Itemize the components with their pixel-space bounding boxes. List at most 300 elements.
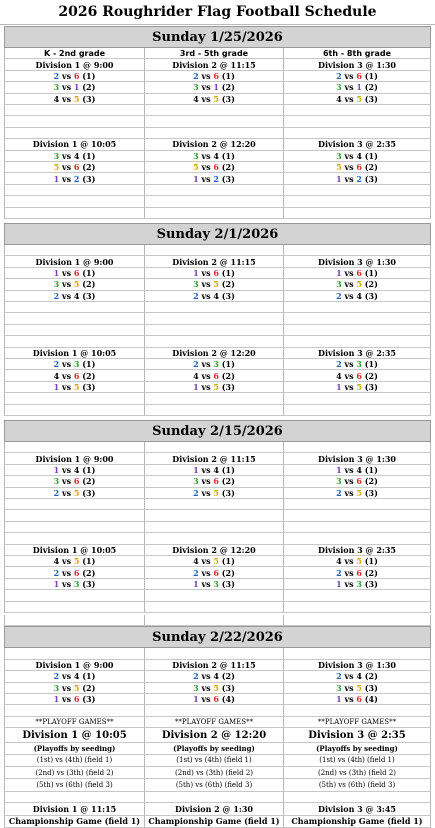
game-row [4, 556, 431, 567]
field-number: (1) [82, 359, 96, 370]
game-cell [145, 82, 284, 92]
game-cell [5, 279, 145, 289]
vs-label: vs [198, 381, 214, 392]
game-cell [5, 671, 145, 681]
field-number: (2) [221, 162, 235, 173]
division-time: Division 1 @ 9:00 [5, 453, 145, 463]
vs-label: vs [198, 267, 214, 278]
blank-cell [5, 128, 145, 138]
vs-label: vs [198, 578, 214, 589]
playoff-seeding: (Playoffs by seeding) [5, 743, 145, 753]
team-a: 3 [53, 279, 60, 290]
blank-cell [145, 615, 284, 625]
team-b: 6 [73, 694, 80, 705]
blank-row [4, 499, 431, 510]
blank-row [4, 336, 431, 347]
blank-cell [5, 405, 145, 415]
blank-cell [5, 499, 145, 509]
game-cell [284, 382, 430, 392]
field-number: (3) [221, 487, 235, 498]
vs-label: vs [59, 267, 74, 278]
team-a: 2 [193, 290, 199, 301]
game-row [4, 82, 431, 93]
blank-row [4, 185, 431, 196]
team-a: 1 [193, 694, 199, 705]
team-b: 3 [73, 578, 80, 589]
blank-cell [284, 533, 430, 543]
division-row [4, 348, 431, 359]
matchup-row [4, 767, 431, 779]
team-b: 4 [73, 671, 80, 682]
field-number: (2) [82, 567, 96, 578]
playoff-time: Division 2 @ 12:20 [145, 728, 284, 742]
field-number: (3) [82, 93, 96, 104]
team-a: 4 [193, 93, 199, 104]
team-a: 2 [336, 487, 342, 498]
field-number: (3) [364, 487, 378, 498]
division-time: Division 3 @ 1:30 [318, 256, 396, 267]
vs-label: vs [341, 70, 357, 81]
team-a: 2 [193, 359, 199, 370]
team-a: 4 [336, 370, 342, 381]
vs-label: vs [341, 150, 357, 161]
blank-cell [284, 522, 430, 532]
game-cell [145, 579, 284, 589]
team-a: 3 [336, 682, 342, 693]
playoff-matchup: (5th) vs (6th) (field 3) [145, 779, 284, 790]
game-row [4, 94, 431, 105]
team-b: 6 [73, 567, 80, 578]
team-b: 5 [73, 93, 80, 104]
game-cell [5, 173, 145, 183]
blank-cell [284, 705, 430, 715]
vs-label: vs [198, 162, 214, 173]
vs-label: vs [341, 93, 357, 104]
field-number: (2) [364, 370, 378, 381]
field-number: (3) [221, 578, 235, 589]
field-number: (1) [82, 556, 96, 567]
team-b: 3 [356, 359, 362, 370]
blank-cell [5, 590, 145, 600]
team-b: 5 [356, 682, 362, 693]
team-b: 6 [213, 162, 219, 173]
vs-label: vs [341, 556, 357, 567]
team-b: 6 [356, 567, 362, 578]
game-cell [145, 279, 284, 289]
vs-label: vs [198, 464, 214, 475]
division-time: Division 1 @ 10:05 [5, 139, 145, 149]
game-cell [145, 71, 284, 81]
team-b: 3 [73, 359, 80, 370]
team-a: 1 [53, 381, 60, 392]
vs-label: vs [198, 93, 214, 104]
game-cell [284, 151, 430, 161]
playoff-matchup: (5th) vs (6th) (field 3) [318, 781, 396, 790]
blank-cell [284, 510, 430, 520]
week-date-header: Sunday 2/22/2026 [4, 626, 431, 648]
game-cell [284, 279, 430, 289]
division-row [4, 545, 431, 556]
blank-cell [5, 325, 145, 335]
team-b: 4 [73, 464, 80, 475]
blank-cell [145, 705, 284, 715]
vs-label: vs [59, 82, 74, 93]
vs-label: vs [341, 578, 357, 589]
game-cell [284, 359, 430, 369]
playoff-time-row [4, 728, 431, 743]
team-a: 2 [53, 70, 60, 81]
blank-cell [145, 648, 284, 658]
blank-cell [284, 393, 430, 403]
vs-label: vs [59, 173, 74, 184]
blank-row [4, 208, 431, 219]
blank-cell [284, 185, 430, 195]
field-number: (1) [82, 671, 96, 682]
team-a: 2 [53, 359, 60, 370]
blank-cell [284, 405, 430, 415]
blank-cell [284, 442, 430, 452]
blank-cell [284, 648, 430, 658]
game-cell [145, 556, 284, 566]
team-b: 5 [356, 381, 362, 392]
game-cell [284, 71, 430, 81]
blank-row [4, 615, 431, 626]
vs-label: vs [198, 567, 214, 578]
game-cell [5, 359, 145, 369]
blank-row [4, 442, 431, 453]
vs-label: vs [59, 359, 74, 370]
playoff-matchup: (2nd) vs (3th) (field 2) [317, 768, 397, 777]
division-time: Division 3 @ 1:30 [318, 59, 396, 70]
blank-row [4, 128, 431, 139]
vs-label: vs [59, 694, 74, 705]
field-number: (3) [221, 381, 235, 392]
champ-time-row [4, 803, 431, 815]
week-date-header: Sunday 2/1/2026 [4, 223, 431, 245]
playoff-seeding: (Playoffs by seeding) [145, 743, 284, 753]
field-number: (1) [82, 70, 96, 81]
division-row [4, 139, 431, 150]
field-number: (2) [82, 370, 96, 381]
blank-cell [5, 393, 145, 403]
matchup-row [4, 755, 431, 767]
vs-label: vs [59, 150, 74, 161]
blank-row [4, 590, 431, 601]
game-cell [145, 94, 284, 104]
field-number: (3) [82, 173, 96, 184]
team-b: 4 [73, 290, 80, 301]
vs-label: vs [341, 567, 357, 578]
team-a: 3 [336, 279, 342, 290]
field-number: (1) [221, 464, 235, 475]
game-row [4, 488, 431, 499]
field-number: (1) [364, 70, 378, 81]
team-b: 5 [213, 487, 219, 498]
game-row [4, 279, 431, 290]
field-number: (1) [364, 150, 378, 161]
vs-label: vs [59, 476, 74, 487]
team-a: 2 [193, 567, 199, 578]
vs-label: vs [341, 173, 357, 184]
team-b: 4 [73, 150, 80, 161]
team-b: 1 [356, 82, 362, 93]
game-cell [284, 683, 430, 693]
game-cell [145, 465, 284, 475]
blank-row [4, 510, 431, 521]
game-cell [284, 567, 430, 577]
blank-cell [145, 336, 284, 346]
division-row [4, 59, 431, 70]
blank-cell [5, 105, 145, 115]
game-cell [284, 82, 430, 92]
game-cell [284, 556, 430, 566]
championship-time: Division 2 @ 1:30 [145, 803, 284, 814]
team-a: 3 [193, 279, 199, 290]
game-cell [284, 488, 430, 498]
blank-cell [145, 196, 284, 206]
vs-label: vs [341, 682, 357, 693]
team-a: 3 [193, 476, 199, 487]
field-number: (1) [82, 150, 96, 161]
team-a: 2 [53, 671, 60, 682]
division-time: Division 2 @ 12:20 [145, 348, 284, 358]
field-number: (2) [221, 279, 235, 290]
game-cell [5, 71, 145, 81]
team-a: 1 [336, 173, 342, 184]
team-b: 5 [356, 556, 362, 567]
team-a: 2 [193, 487, 199, 498]
vs-label: vs [198, 290, 214, 301]
team-a: 1 [193, 464, 199, 475]
vs-label: vs [198, 359, 214, 370]
division-time: Division 1 @ 9:00 [5, 256, 145, 266]
field-number: (1) [364, 464, 378, 475]
team-a: 1 [193, 381, 199, 392]
vs-label: vs [341, 290, 357, 301]
team-b: 1 [73, 82, 80, 93]
team-b: 4 [213, 671, 219, 682]
team-a: 3 [53, 682, 60, 693]
field-number: (2) [364, 671, 378, 682]
team-a: 1 [193, 267, 199, 278]
field-number: (1) [221, 70, 235, 81]
championship-time: Division 1 @ 11:15 [5, 803, 145, 814]
grade-header-row [4, 48, 431, 59]
field-number: (3) [221, 93, 235, 104]
vs-label: vs [59, 556, 74, 567]
game-cell [5, 162, 145, 172]
blank-cell [5, 185, 145, 195]
blank-cell [5, 313, 145, 323]
vs-label: vs [341, 487, 357, 498]
team-b: 4 [213, 150, 219, 161]
team-a: 3 [193, 682, 199, 693]
playoff-matchup: (2nd) vs (3th) (field 2) [5, 767, 145, 778]
blank-cell [145, 393, 284, 403]
game-cell [5, 476, 145, 486]
team-b: 6 [356, 694, 362, 705]
playoff-matchup: (1st) vs (4th) (field 1) [145, 755, 284, 766]
team-b: 5 [356, 487, 362, 498]
field-number: (2) [364, 567, 378, 578]
vs-label: vs [341, 464, 357, 475]
game-cell [5, 268, 145, 278]
game-row [4, 476, 431, 487]
blank-cell [284, 105, 430, 115]
vs-label: vs [341, 476, 357, 487]
field-number: (1) [82, 464, 96, 475]
blank-cell [284, 302, 430, 312]
team-a: 3 [53, 82, 60, 93]
blank-cell [145, 325, 284, 335]
division-time: Division 3 @ 2:35 [318, 347, 396, 358]
playoff-label-row [4, 717, 431, 728]
blank-cell [5, 302, 145, 312]
playoff-time: Division 3 @ 2:35 [308, 729, 406, 741]
blank-row [4, 405, 431, 416]
game-cell [5, 291, 145, 301]
vs-label: vs [341, 370, 357, 381]
vs-label: vs [59, 70, 74, 81]
field-number: (2) [364, 279, 378, 290]
game-cell [145, 162, 284, 172]
team-b: 6 [73, 70, 80, 81]
vs-label: vs [198, 82, 214, 93]
division-time: Division 3 @ 1:30 [318, 453, 396, 464]
field-number: (2) [82, 682, 96, 693]
team-a: 1 [336, 464, 342, 475]
team-a: 4 [193, 556, 199, 567]
field-number: (3) [364, 381, 378, 392]
game-row [4, 671, 431, 682]
team-a: 2 [336, 359, 342, 370]
game-cell [145, 683, 284, 693]
blank-cell [145, 499, 284, 509]
blank-cell [5, 245, 145, 255]
game-cell [145, 671, 284, 681]
team-b: 5 [73, 556, 80, 567]
team-a: 2 [336, 671, 342, 682]
playoff-label: **PLAYOFF GAMES** [145, 717, 284, 727]
playoff-matchup: (1st) vs (4th) (field 1) [319, 756, 395, 765]
blank-cell [284, 792, 430, 802]
blank-row [4, 533, 431, 544]
game-row [4, 694, 431, 705]
blank-row [4, 393, 431, 404]
vs-label: vs [59, 162, 74, 173]
team-b: 5 [356, 279, 362, 290]
team-a: 3 [336, 82, 342, 93]
team-b: 5 [213, 279, 219, 290]
team-b: 2 [73, 173, 80, 184]
vs-label: vs [59, 567, 74, 578]
game-row [4, 579, 431, 590]
game-cell [145, 567, 284, 577]
field-number: (3) [221, 682, 235, 693]
field-number: (1) [364, 267, 378, 278]
blank-cell [5, 510, 145, 520]
game-cell [145, 488, 284, 498]
championship-label: Championship Game (field 1) [291, 816, 423, 827]
field-number: (1) [82, 267, 96, 278]
vs-label: vs [198, 279, 214, 290]
game-cell [284, 291, 430, 301]
team-b: 6 [356, 162, 362, 173]
field-number: (2) [364, 82, 378, 93]
team-b: 5 [73, 381, 80, 392]
game-cell [284, 671, 430, 681]
team-a: 4 [336, 556, 342, 567]
division-row [4, 256, 431, 267]
game-row [4, 71, 431, 82]
game-cell [145, 476, 284, 486]
blank-cell [145, 208, 284, 218]
team-a: 5 [193, 162, 199, 173]
team-a: 1 [336, 267, 342, 278]
team-a: 2 [53, 290, 60, 301]
playoff-label: **PLAYOFF GAMES** [317, 717, 397, 726]
blank-cell [5, 442, 145, 452]
game-row [4, 382, 431, 393]
game-cell [145, 291, 284, 301]
team-a: 3 [53, 476, 60, 487]
division-time: Division 2 @ 11:15 [145, 453, 284, 463]
sheet-title: 2026 Roughrider Flag Football Schedule [0, 0, 435, 25]
team-a: 3 [193, 82, 199, 93]
team-b: 5 [73, 682, 80, 693]
vs-label: vs [341, 359, 357, 370]
team-b: 6 [356, 370, 362, 381]
team-b: 6 [213, 694, 219, 705]
blank-cell [145, 245, 284, 255]
blank-cell [5, 336, 145, 346]
team-a: 4 [193, 370, 199, 381]
blank-cell [5, 648, 145, 658]
team-b: 2 [356, 173, 362, 184]
blank-row [4, 648, 431, 659]
division-time: Division 1 @ 10:05 [5, 348, 145, 358]
team-b: 4 [356, 464, 362, 475]
blank-cell [5, 208, 145, 218]
playoff-matchup: (2nd) vs (3th) (field 2) [145, 767, 284, 778]
team-a: 1 [193, 578, 199, 589]
team-a: 2 [336, 70, 342, 81]
game-cell [145, 382, 284, 392]
field-number: (1) [364, 359, 378, 370]
field-number: (2) [82, 476, 96, 487]
team-a: 1 [336, 578, 342, 589]
team-a: 1 [336, 694, 342, 705]
blank-cell [145, 792, 284, 802]
game-cell [5, 82, 145, 92]
vs-label: vs [198, 682, 214, 693]
field-number: (2) [82, 279, 96, 290]
game-cell [284, 476, 430, 486]
team-b: 6 [213, 476, 219, 487]
blank-cell [284, 615, 430, 625]
team-a: 2 [53, 487, 60, 498]
championship-label: Championship Game (field 1) [5, 816, 145, 827]
game-cell [5, 579, 145, 589]
blank-row [4, 602, 431, 613]
week-date-header: Sunday 2/15/2026 [4, 420, 431, 442]
team-a: 2 [193, 70, 199, 81]
team-b: 4 [356, 290, 362, 301]
vs-label: vs [341, 267, 357, 278]
seeding-row [4, 743, 431, 754]
blank-row [4, 313, 431, 324]
team-b: 6 [73, 370, 80, 381]
